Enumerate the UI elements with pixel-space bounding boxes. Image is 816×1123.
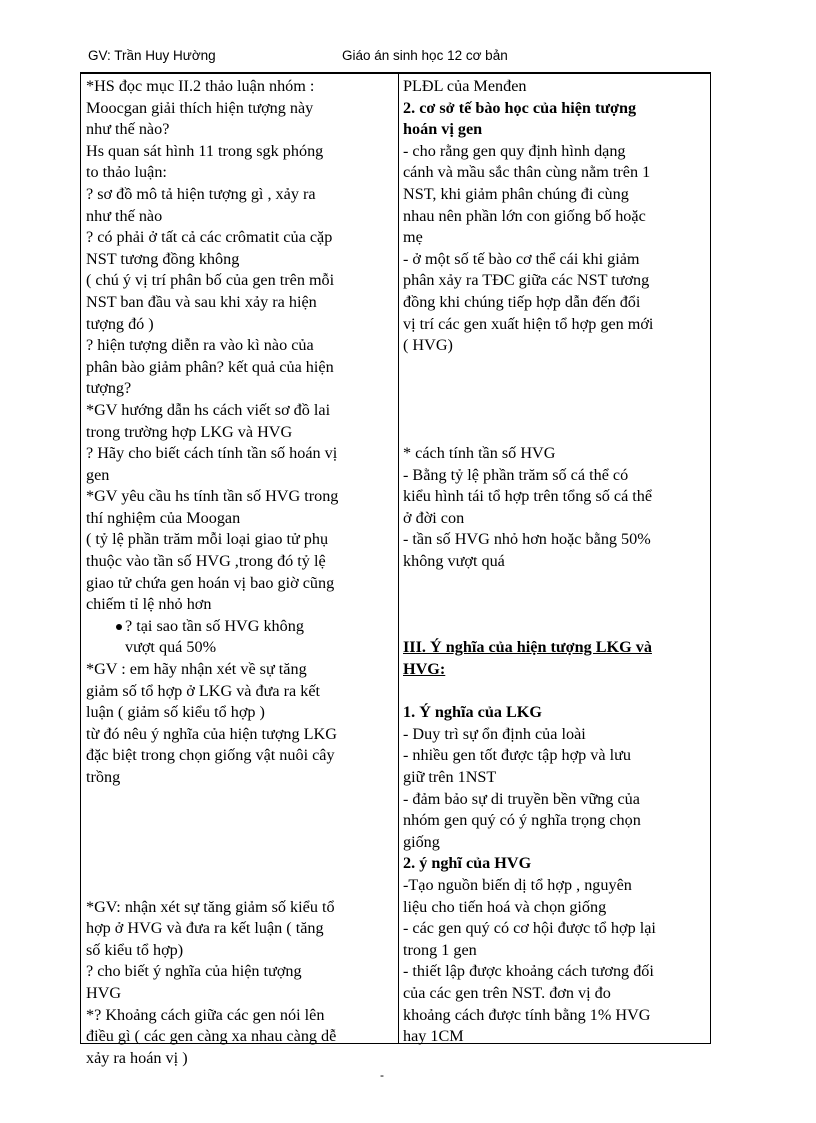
teacher-name: GV: Trần Huy Hường xyxy=(88,48,216,63)
spacer xyxy=(86,853,396,875)
left-line: ? sơ đồ mô tả hiện tượng gì , xảy ra xyxy=(86,184,316,203)
right-line: - các gen quý có cơ hội được tổ hợp lại xyxy=(403,919,656,938)
right-line: - nhiều gen tốt được tập hợp và lưu xyxy=(403,746,631,765)
left-line: hợp ở HVG và đưa ra kết luận ( tăng xyxy=(86,919,324,938)
bullet-item xyxy=(86,616,396,638)
spacer xyxy=(403,357,707,379)
bullet-text: ? tại sao tần số HVG không xyxy=(125,616,304,635)
spacer xyxy=(403,616,707,638)
spacer xyxy=(86,789,396,811)
right-line: của các gen trên NST. đơn vị đo xyxy=(403,983,611,1002)
spacer xyxy=(86,810,396,832)
right-line: - thiết lập được khoảng cách tương đối xyxy=(403,962,654,981)
left-line: *HS đọc mục II.2 thảo luận nhóm : xyxy=(86,77,315,95)
spacer xyxy=(403,594,707,616)
right-line: - đảm bảo sự di truyền bền vững của xyxy=(403,789,640,808)
left-line: ( chú ý vị trí phân bố của gen trên mỗi xyxy=(86,271,335,290)
left-line: ? có phải ở tất cả các crômatit của cặp xyxy=(86,228,333,247)
left-line: giao tử chứa gen hoán vị bao giờ cũng xyxy=(86,573,335,592)
right-line: đồng khi chúng tiếp hợp dẫn đến đổi xyxy=(403,292,641,311)
spacer xyxy=(403,681,707,703)
left-line: to thảo luận: xyxy=(86,163,167,182)
right-line: hay 1CM xyxy=(403,1027,464,1046)
left-line: ( tỷ lệ phần trăm mỗi loại giao tử phụ xyxy=(86,530,329,549)
right-line: phân xảy ra TĐC giữa các NST tương xyxy=(403,271,650,290)
right-line: vị trí các gen xuất hiện tổ hợp gen mới xyxy=(403,314,654,333)
spacer xyxy=(403,422,707,444)
right-line: * cách tính tần số HVG xyxy=(403,444,556,463)
right-line: kiểu hình tái tổ hợp trên tổng số cá thể xyxy=(403,487,653,506)
left-line: *GV hướng dẫn hs cách viết sơ đồ lai xyxy=(86,400,331,419)
spacer xyxy=(86,832,396,854)
section-heading: hoán vị gen xyxy=(403,120,483,139)
right-line: nhóm gen quý có ý nghĩa trọng chọn xyxy=(403,811,641,830)
lesson-content-column xyxy=(403,76,707,1048)
right-line: - tần số HVG nhỏ hơn hoặc bằng 50% xyxy=(403,530,651,549)
left-line: ? cho biết ý nghĩa của hiện tượng xyxy=(86,962,302,981)
right-line: không vượt quá xyxy=(403,552,505,571)
left-line: *GV yêu cầu hs tính tần số HVG trong xyxy=(86,487,339,506)
right-line: NST, khi giảm phân chúng đi cùng xyxy=(403,184,629,203)
left-line: phân bào giảm phân? kết quả của hiện xyxy=(86,357,334,376)
right-line: - cho rằng gen quy định hình dạng xyxy=(403,141,626,160)
left-line: đặc biệt trong chọn giống vật nuôi cây xyxy=(86,746,335,765)
right-line: ở đời con xyxy=(403,508,465,527)
left-line: tượng đó ) xyxy=(86,314,154,333)
column-divider xyxy=(398,74,399,1043)
left-line: luận ( giảm số kiểu tổ hợp ) xyxy=(86,703,265,722)
right-line: - Duy trì sự ổn định của loài xyxy=(403,724,586,743)
right-line: khoảng cách được tính bằng 1% HVG xyxy=(403,1005,651,1024)
section-heading: III. Ý nghĩa của hiện tượng LKG và xyxy=(403,638,652,657)
lesson-table xyxy=(80,73,711,1067)
right-line: trong 1 gen xyxy=(403,940,477,959)
subsection-heading: 2. ý nghĩ của HVG xyxy=(403,854,532,873)
right-line: nhau nên phần lớn con giống bố hoặc xyxy=(403,206,646,225)
left-line: vượt quá 50% xyxy=(125,638,217,657)
left-line: *? Khoảng cách giữa các gen nói lên xyxy=(86,1005,325,1024)
right-line: -Tạo nguồn biến dị tổ hợp , nguyên xyxy=(403,875,632,894)
left-line: thí nghiệm của Moogan xyxy=(86,508,241,527)
right-line: - ở một số tế bào cơ thể cái khi giảm xyxy=(403,249,640,268)
bullet-icon xyxy=(116,624,122,630)
left-line: *GV: nhận xét sự tăng giảm số kiểu tổ xyxy=(86,897,335,916)
left-line: NST ban đầu và sau khi xảy ra hiện xyxy=(86,292,317,311)
spacer xyxy=(403,573,707,595)
left-line: từ đó nêu ý nghĩa của hiện tượng LKG xyxy=(86,724,337,743)
left-line: NST tương đồng không xyxy=(86,249,240,268)
left-line: ? Hãy cho biết cách tính tần số hoán vị xyxy=(86,444,338,463)
left-line: thuộc vào tần số HVG ,trong đó tỷ lệ xyxy=(86,552,326,571)
right-line: giống xyxy=(403,832,440,851)
section-heading: HVG: xyxy=(403,660,446,679)
right-line: cánh và mầu sắc thân cùng nằm trên 1 xyxy=(403,163,651,182)
left-line: giảm số tổ hợp ở LKG và đưa ra kết xyxy=(86,681,321,700)
left-line: chiếm tỉ lệ nhỏ hơn xyxy=(86,595,212,614)
document-subject: Giáo án sinh học 12 cơ bản xyxy=(342,48,508,63)
teacher-student-activities-column xyxy=(86,76,396,1069)
left-line: trồng xyxy=(86,768,121,786)
left-line: HVG xyxy=(86,983,122,1002)
left-line: điều gì ( các gen càng xa nhau càng dễ xyxy=(86,1027,337,1046)
left-line: như thế nào xyxy=(86,206,163,225)
spacer xyxy=(403,400,707,422)
right-line: PLĐL của Menđen xyxy=(403,77,527,95)
right-line: - Bằng tỷ lệ phần trăm số cá thể có xyxy=(403,465,629,484)
right-line: giữ trên 1NST xyxy=(403,768,497,786)
left-line: tượng? xyxy=(86,379,132,398)
left-line: gen xyxy=(86,465,110,484)
right-line: liệu cho tiến hoá và chọn giống xyxy=(403,897,607,916)
left-line: Moocgan giải thích hiện tượng này xyxy=(86,98,314,117)
right-line: mẹ xyxy=(403,228,423,247)
left-line: số kiểu tổ hợp) xyxy=(86,940,184,959)
left-line: ? hiện tượng diễn ra vào kì nào của xyxy=(86,336,314,355)
page-footer-mark: - xyxy=(380,1068,384,1082)
right-line: ( HVG) xyxy=(403,336,453,355)
spacer xyxy=(403,378,707,400)
left-line: trong trường hợp LKG và HVG xyxy=(86,422,293,441)
subsection-heading: 1. Ý nghĩa của LKG xyxy=(403,703,542,722)
left-line: xảy ra hoán vị ) xyxy=(86,1048,188,1067)
left-line: như thế nào? xyxy=(86,120,170,139)
page-header xyxy=(88,48,708,68)
left-line: *GV : em hãy nhận xét về sự tăng xyxy=(86,660,307,679)
section-heading: 2. cơ sở tế bào học của hiện tượng xyxy=(403,98,637,117)
spacer xyxy=(86,875,396,897)
left-line: Hs quan sát hình 11 trong sgk phóng xyxy=(86,141,324,160)
